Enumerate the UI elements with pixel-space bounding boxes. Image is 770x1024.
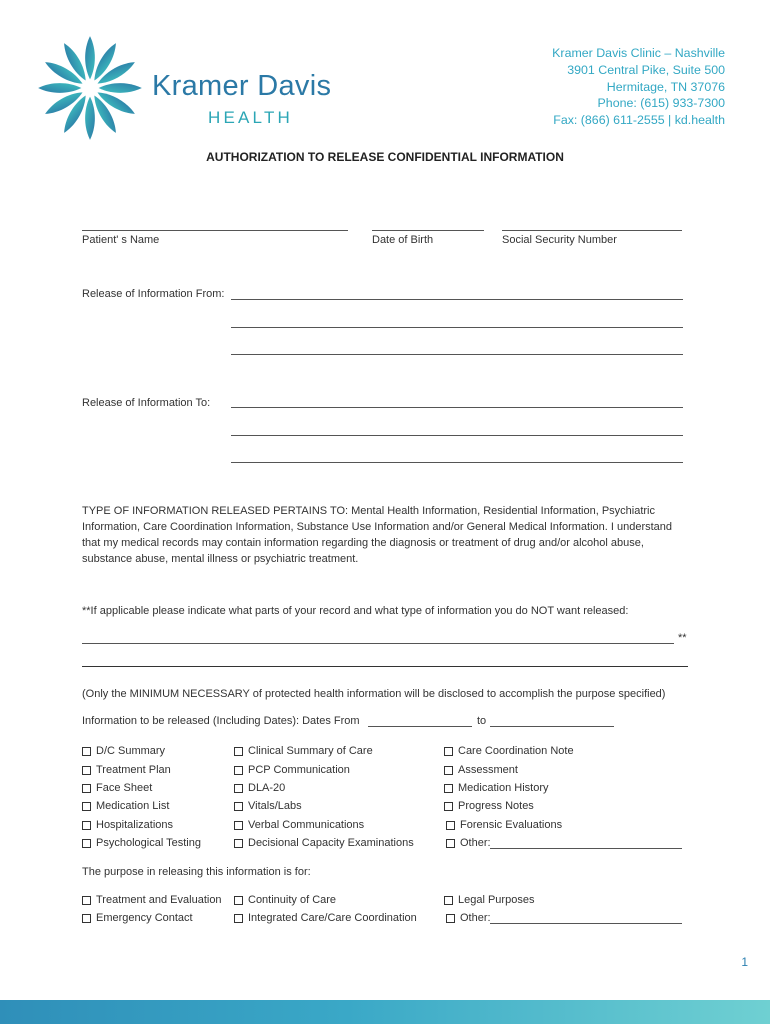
- checkbox-clinical-summary[interactable]: Clinical Summary of Care: [234, 745, 373, 757]
- dates-label: Information to be released (Including Dates): Dates From: [82, 715, 360, 727]
- checkbox-icon: [82, 896, 91, 905]
- checkbox-icon: [444, 766, 453, 775]
- checkbox-icon: [82, 766, 91, 775]
- checkbox-decisional-capacity[interactable]: Decisional Capacity Examinations: [234, 837, 414, 849]
- checkbox-icon: [234, 802, 243, 811]
- checkbox-icon: [446, 914, 455, 923]
- checkbox-face-sheet[interactable]: Face Sheet: [82, 782, 152, 794]
- patient-name-field[interactable]: [82, 230, 348, 231]
- checkbox-icon: [234, 839, 243, 848]
- form-title: AUTHORIZATION TO RELEASE CONFIDENTIAL INFORMATION: [206, 150, 564, 164]
- checkbox-dla-20[interactable]: DLA-20: [234, 782, 285, 794]
- checkbox-dc-summary[interactable]: D/C Summary: [82, 745, 165, 757]
- brand-name: Kramer Davis: [152, 70, 332, 102]
- brand-subtitle: HEALTH: [208, 108, 294, 127]
- checkbox-emergency-contact[interactable]: Emergency Contact: [82, 912, 193, 924]
- clinic-city: Hermitage, TN 37076: [606, 79, 725, 94]
- checkbox-legal-purposes[interactable]: Legal Purposes: [444, 894, 534, 906]
- checkbox-icon: [234, 766, 243, 775]
- checkbox-icon: [444, 747, 453, 756]
- patient-name-label: Patient' s Name: [82, 234, 160, 246]
- checkbox-treatment-evaluation[interactable]: Treatment and Evaluation: [82, 894, 222, 906]
- clinic-address-block: [552, 45, 725, 129]
- minimum-necessary-note: (Only the MINIMUM NECESSARY of protected health information will be disclosed to accomplish the purpose specified): [82, 688, 666, 700]
- checkbox-integrated-care[interactable]: Integrated Care/Care Coordination: [234, 912, 417, 924]
- checkbox-medication-history[interactable]: Medication History: [444, 782, 548, 794]
- dob-label: Date of Birth: [372, 234, 434, 246]
- clinic-street: 3901 Central Pike, Suite 500: [567, 62, 725, 77]
- release-from-line-2[interactable]: [231, 327, 683, 328]
- checkbox-treatment-plan[interactable]: Treatment Plan: [82, 764, 171, 776]
- purpose-label: The purpose in releasing this information is for:: [82, 866, 311, 878]
- kramer-davis-logo-icon: [36, 34, 144, 142]
- dates-to-field[interactable]: [490, 726, 614, 727]
- checkbox-assessment[interactable]: Assessment: [444, 764, 518, 776]
- checkbox-icon: [234, 784, 243, 793]
- release-to-line-2[interactable]: [231, 435, 683, 436]
- checkbox-other-info[interactable]: Other:: [446, 837, 491, 849]
- ssn-field[interactable]: [502, 230, 682, 231]
- checkbox-icon: [444, 784, 453, 793]
- checkbox-icon: [234, 821, 243, 830]
- release-from-label: Release of Information From:: [82, 288, 225, 300]
- checkbox-hospitalizations[interactable]: Hospitalizations: [82, 819, 173, 831]
- checkbox-icon: [82, 914, 91, 923]
- checkbox-verbal-communications[interactable]: Verbal Communications: [234, 819, 364, 831]
- clinic-fax-web: Fax: (866) 611-2555 | kd.health: [553, 113, 725, 128]
- ssn-label: Social Security Number: [502, 234, 617, 246]
- release-to-label: Release of Information To:: [82, 397, 211, 409]
- dob-field[interactable]: [372, 230, 484, 231]
- checkbox-icon: [234, 896, 243, 905]
- checkbox-icon: [82, 802, 91, 811]
- checkbox-forensic-evaluations[interactable]: Forensic Evaluations: [446, 819, 562, 831]
- checkbox-icon: [446, 821, 455, 830]
- not-released-prompt: **If applicable please indicate what parts of your record and what type of information you do NOT want released:: [82, 605, 629, 617]
- checkbox-psychological-testing[interactable]: Psychological Testing: [82, 837, 201, 849]
- checkbox-icon: [234, 747, 243, 756]
- release-to-line-1[interactable]: [231, 407, 683, 408]
- type-of-information-paragraph: TYPE OF INFORMATION RELEASED PERTAINS TO: Mental Health Information, Residential Information, Psychiatric Information, Care Coordination Information, Substance Use Information and/or General Medical Information. I understand that my medical records may contain information regarding the diagnosis or treatment of drug and/or alcohol abuse, substance abuse, mental illness or psychiatric treatment.: [82, 505, 673, 565]
- checkbox-icon: [82, 821, 91, 830]
- dates-from-field[interactable]: [368, 726, 472, 727]
- checkbox-icon: [82, 747, 91, 756]
- other-purpose-field[interactable]: [490, 923, 682, 924]
- checkbox-pcp-communication[interactable]: PCP Communication: [234, 764, 350, 776]
- dates-to-label: to: [477, 715, 487, 727]
- checkbox-icon: [444, 896, 453, 905]
- not-released-suffix: **: [678, 632, 687, 644]
- checkbox-icon: [82, 784, 91, 793]
- page-number: 1: [741, 955, 748, 969]
- clinic-phone: Phone: (615) 933-7300: [597, 96, 725, 111]
- checkbox-icon: [444, 802, 453, 811]
- checkbox-vitals-labs[interactable]: Vitals/Labs: [234, 800, 302, 812]
- checkbox-other-purpose[interactable]: Other:: [446, 912, 491, 924]
- checkbox-icon: [446, 839, 455, 848]
- release-from-line-1[interactable]: [231, 299, 683, 300]
- checkbox-icon: [234, 914, 243, 923]
- checkbox-care-coordination-note[interactable]: Care Coordination Note: [444, 745, 574, 757]
- checkbox-progress-notes[interactable]: Progress Notes: [444, 800, 534, 812]
- section-divider: [82, 666, 688, 667]
- checkbox-icon: [82, 839, 91, 848]
- checkbox-continuity-of-care[interactable]: Continuity of Care: [234, 894, 336, 906]
- clinic-name: Kramer Davis Clinic – Nashville: [552, 46, 725, 60]
- other-info-field[interactable]: [490, 848, 682, 849]
- release-from-line-3[interactable]: [231, 354, 683, 355]
- checkbox-medication-list[interactable]: Medication List: [82, 800, 169, 812]
- not-released-field[interactable]: [82, 643, 674, 644]
- release-to-line-3[interactable]: [231, 462, 683, 463]
- footer-bar: [0, 1000, 770, 1024]
